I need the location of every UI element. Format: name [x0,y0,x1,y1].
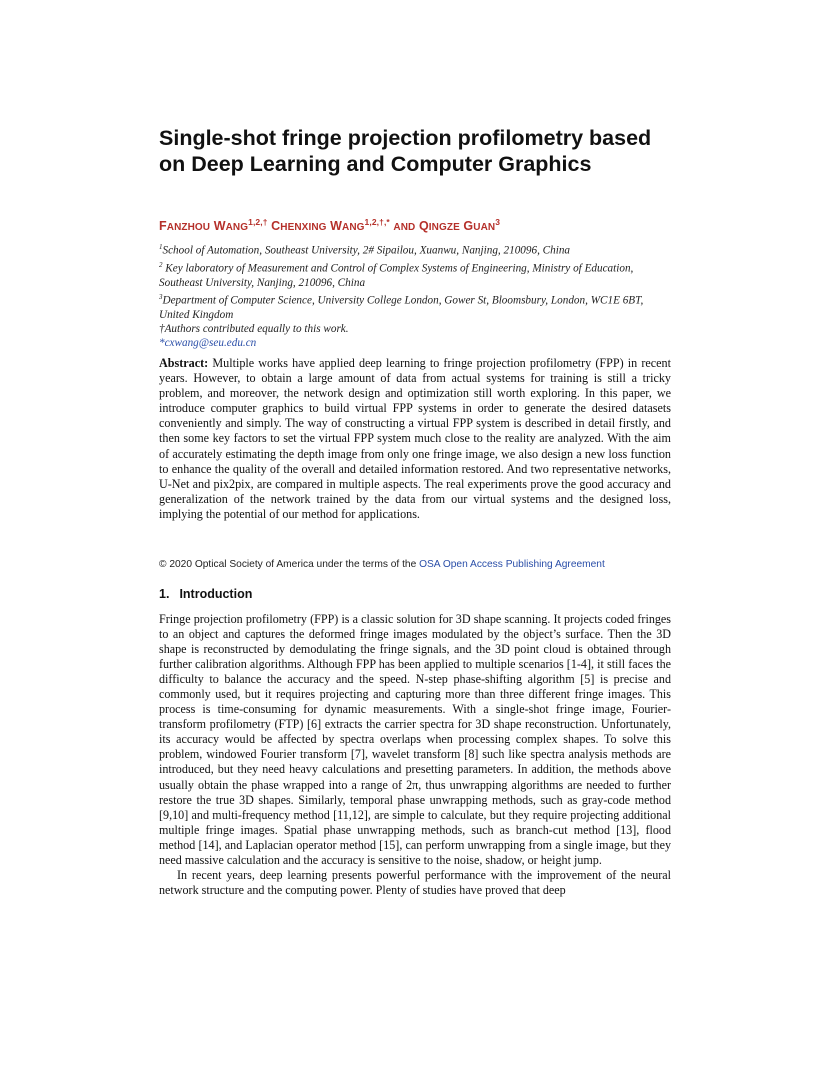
affiliation-item: $^1$School of Automation, Southeast University, 2# Sipailou, Xuanwu, Nanjing, 210096, China [159,243,571,257]
author-affil-sup: 1,2,† [248,217,268,227]
author-affil-sup: 3 [495,217,501,227]
section-title: Introduction [179,587,253,601]
author-name: QINGZE GUAN [418,219,496,234]
author-affil-sup: 1,2,†,* [364,217,390,227]
affiliation-item: $^3$Department of Computer Science, University College London, Gower St, Bloomsbury, London, WC1E 6BT, United Kingdom [159,293,644,322]
abstract-text: Multiple works have applied deep learning to fringe projection profilometry (FPP) in recent years. However, to obtain a large amount of data from actual systems for training is still a tricky problem, and moreover, the network design and optimization still worth exploring. In this paper, we introduce computer graphics to build virtual FPP systems in order to generate the desired datasets conveniently and simply. The way of constructing a virtual FPP system is described in detail firstly, and then some key factors to set the virtual FPP system much close to the reality are analyzed. With the aim of accurately estimating the depth image from only one fringe image, we also design a new loss function to enhance the quality of the overall and detailed information restored. And two representative networks, U-Net and pix2pix, are compared in multiple aspects. The real experiments prove the good accuracy and generalization of the network trained by the data from our virtual systems and the designed loss, implying the potential of our method for applications. [159,356,671,521]
abstract-label: Abstract: [159,356,209,370]
equal-contribution-note: †Authors contributed equally to this work. [159,323,349,336]
author-name: FANZHOU WANG [159,219,249,234]
author-name: CHENXING WANG [271,219,365,234]
author-conjunction: AND [393,222,416,234]
section-number: 1. [159,587,170,601]
copyright-notice: © 2020 Optical Society of America under the terms of the OSA Open Access Publishing Agreement [159,559,605,570]
affiliation-item: $^2$ Key laboratory of Measurement and Control of Complex Systems of Engineering, Ministry of Education, Southeast University, Nanjing, 210096, China [159,260,634,289]
section-heading [159,587,671,601]
corresponding-email-link[interactable]: *cxwang@seu.edu.cn [159,337,257,350]
affiliations [159,240,671,351]
body-text [159,612,671,898]
author-list [159,217,671,233]
abstract [159,356,671,522]
osa-agreement-link[interactable]: OSA Open Access Publishing Agreement [419,559,605,570]
body-paragraph: Fringe projection profilometry (FPP) is a classic solution for 3D shape scanning. It projects coded fringes to an object and captures the deformed fringe images modulated by the object’s surface. Then the 3D shape is reconstructed by demodulating the fringe signals, and the 3D point cloud is obtained through further calibration algorithms. Although FPP has been applied to multiple scenarios [1-4], it still faces the difficulty to balance the accuracy and the speed. N-step phase-shifting algorithm [5] is precise and commonly used, but it requires projecting and capturing more than three different fringe images. This process is time-consuming for dynamic measurements. With a single-shot fringe image, Fourier-transform profilometry (FTP) [6] extracts the carrier spectra for 3D shape reconstruction. Unfortunately, its accuracy would be affected by spectra overlaps when processing complex shapes. To solve this problem, windowed Fourier transform [7], wavelet transform [8] such like spectra analysis methods are introduced, but they need heavy calculations and presetting parameters. In addition, the methods above usually obtain the phase wrapped into a range of 2π, thus unwrapping algorithms are needed to further restore the true 3D shapes. Similarly, temporal phase unwrapping methods, such as gray-code method [9,10] and multi-frequency method [11,12], are simple to calculate, but they require projecting additional multiple fringe images. Spatial phase unwrapping methods, such as branch-cut method [13], flood method [14], and Laplacian operator method [15], can perform unwrapping from a single image, but they need massive calculation and the accuracy is sensitive to the noise, shadow, or height jump. [159,612,671,867]
body-paragraph: In recent years, deep learning presents powerful performance with the improvement of the neural network structure and the computing power. Plenty of studies have proved that deep [159,867,671,897]
paper-title: Single-shot fringe projection profilometry based on Deep Learning and Computer Graphics [159,126,652,176]
